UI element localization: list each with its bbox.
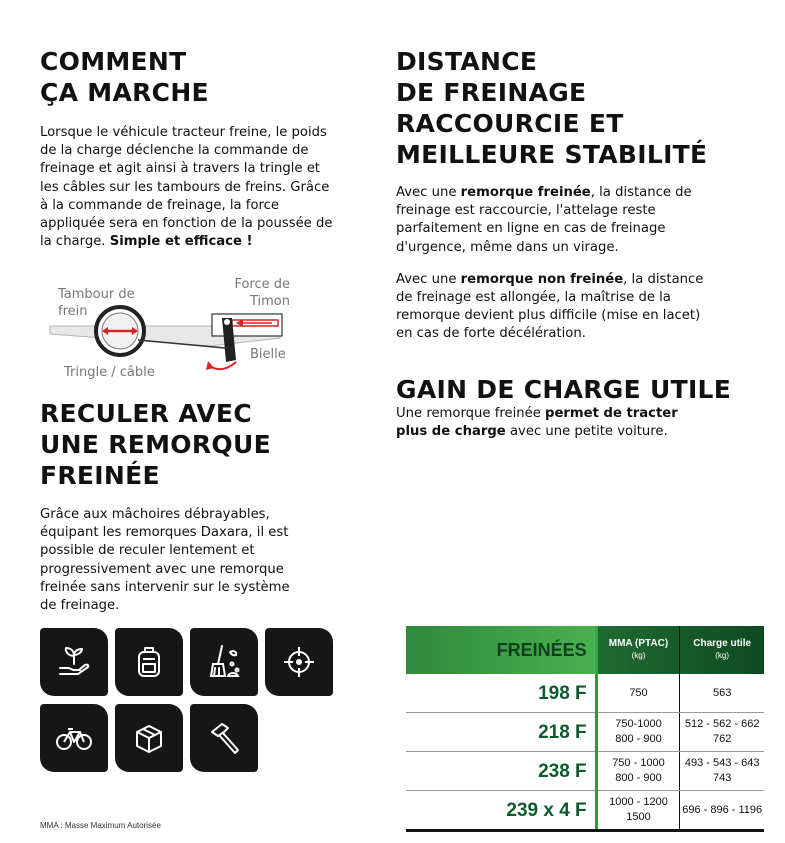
box-icon <box>115 704 183 772</box>
label-cable: Tringle / câble <box>64 365 155 380</box>
table-row: 198 F 750 563 <box>406 674 764 713</box>
plant-in-hand-icon <box>40 628 108 696</box>
reverse-paragraph: Grâce aux mâchoires débrayables, équipant les remorques Daxara, il est possible de reculer lentement et progressivement avec une remorque freinée sans intervenir sur le système de freinage. <box>40 507 290 614</box>
how-it-works-paragraph: Lorsque le véhicule tracteur freine, le poids de la charge déclenche la commande de freinage et agit ainsi à travers la tringle et les câbles sur les tambours de freins. Grâce à la commande de freinage, la force appliquée sera en fonction de la poussée de la charge. Simple et efficace ! <box>40 125 333 250</box>
label-brake-drum: Tambour de frein <box>58 287 135 319</box>
table-row: 239 x 4 F 1000 - 1200 1500 696 - 896 - 1196 <box>406 791 764 831</box>
how-it-works-title: COMMENT ÇA MARCHE <box>40 47 209 107</box>
braking-distance-title: DISTANCE DE FREINAGE RACCOURCIE ET MEILLEURE STABILITÉ <box>396 47 708 169</box>
header-braked: FREINÉES <box>406 626 596 674</box>
how-it-works-emphasis: Simple et efficace ! <box>109 234 253 250</box>
broom-leaves-icon <box>190 628 258 696</box>
reverse-title: RECULER AVEC UNE REMORQUE FREINÉE <box>40 399 271 490</box>
label-connecting-rod: Bielle <box>250 347 286 362</box>
unbraked-trailer-paragraph: Avec une remorque non freinée, la distance de freinage est allongée, la maîtrise de la remorque devient plus difficile (mise en lacet) en cas de forte décélération. <box>396 271 704 342</box>
brake-diagram <box>40 274 340 386</box>
header-payload: Charge utile (kg) <box>693 638 752 660</box>
table-row: 218 F 750-1000 800 - 900 512 - 562 - 662 762 <box>406 713 764 752</box>
bicycle-icon <box>40 704 108 772</box>
payload-paragraph: Une remorque freinée permet de tracter plus de charge avec une petite voiture. <box>396 406 678 440</box>
table-row: 238 F 750 - 1000 800 - 900 493 - 543 - 643 743 <box>406 752 764 791</box>
braked-models-table <box>406 626 764 832</box>
target-icon <box>265 628 333 696</box>
label-drawbar-force: Force de Timon <box>234 277 290 309</box>
hammer-icon <box>190 704 258 772</box>
payload-title: GAIN DE CHARGE UTILE <box>396 375 732 404</box>
braking-distance-text <box>396 184 706 358</box>
footnote: MMA : Masse Maximum Autorisée <box>40 821 161 830</box>
braked-trailer-paragraph: Avec une remorque freinée, la distance de freinage est raccourcie, l'attelage reste parfaitement en ligne en cas de freinage d'urgence, même dans un virage. <box>396 185 692 255</box>
header-mma: MMA (PTAC) (kg) <box>596 626 680 674</box>
backpack-icon <box>115 628 183 696</box>
table-header-row <box>406 626 764 674</box>
